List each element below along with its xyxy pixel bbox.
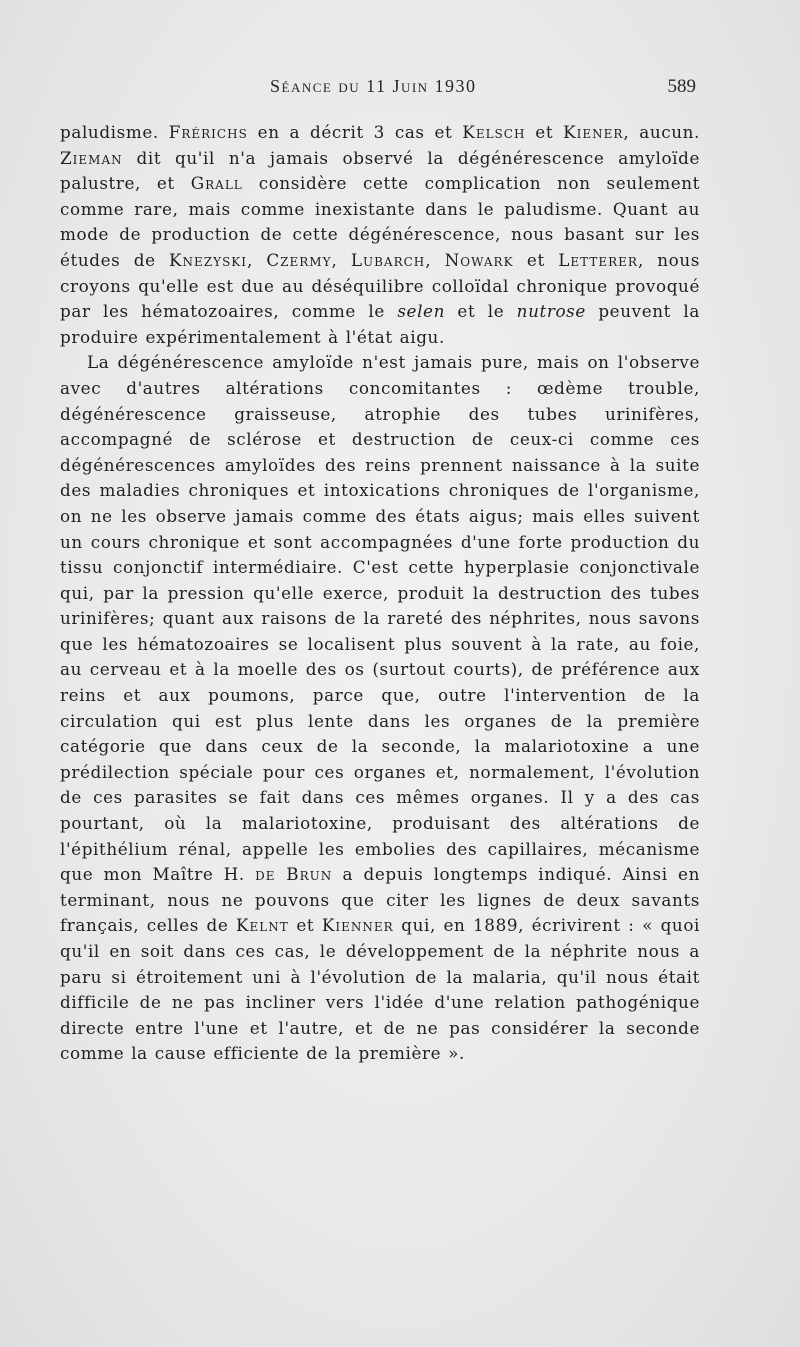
text-segment: et: [288, 915, 322, 936]
text-segment: ,: [247, 249, 267, 270]
paragraph-2: [60, 350, 700, 1067]
text-segment: en a décrit 3 cas et: [247, 122, 463, 142]
text-segment: , aucun.: [623, 122, 700, 142]
author-name: Kelsch: [462, 122, 526, 142]
text-segment: et: [525, 122, 564, 142]
italic-term: selen: [397, 301, 445, 322]
author-name: Zieman: [60, 147, 123, 168]
running-title: Séance du 11 Juin 1930: [270, 76, 477, 96]
text-segment: et: [513, 249, 559, 270]
text-segment: a depuis longtemps indiqué. Ainsi en terminant, nous ne pouvons que citer les lignes de deux savants français, celles de: [60, 864, 700, 936]
author-name: Nowark: [444, 249, 514, 270]
author-name: Lubarch: [350, 249, 426, 270]
text-segment: La dégénérescence amyloïde n'est jamais pure, mais on l'observe avec d'autres altérations concomitantes : œdème trouble, dégénérescence graisseuse, atrophie des tubes urinifères, accompagné de sclérose et destruction de ceux-ci comme ces dégénérescences amyloïdes des reins prennent naissance à la suite des maladies chroniques et intoxications chroniques de l'organisme, on ne les observe jamais comme des états aigus; mais elles suivent un cours chronique et sont accompagnées d'une forte production du tissu conjonctif intermédiaire. C'est cette hyperplasie conjonctivale qui, par la pression qu'elle exerce, produit la destruction des tubes urinifères; quant aux raisons de la rareté des néphrites, nous savons que les hématozoaires se localisent plus souvent à la rate, au foie, au cerveau et à la moelle des os (surtout courts), de préférence aux reins et aux poumons, parce que, outre l'intervention de la circulation qui est plus lente dans les organes de la première catégorie que dans ceux de la seconde, la malariotoxine a une prédilection spéciale pour ces organes et, normalement, l'évolution de ces parasites se fait dans ces mêmes organes. Il y a des cas pourtant, où la malariotoxine, produisant des altérations de l'épithélium rénal, appelle les embolies des capillaires, mécanisme que mon Maître H.: [60, 352, 700, 885]
text-segment: et le: [444, 301, 517, 322]
page-header: [0, 76, 800, 104]
text-segment: paludisme.: [60, 122, 169, 142]
text-segment: ,: [331, 249, 351, 270]
author-name: Knezyski: [169, 249, 247, 270]
text-segment: ,: [425, 249, 445, 270]
text-segment: dit qu'il n'a jamais observé la dégénérescence amyloïde palustre, et: [60, 147, 700, 194]
author-name: Kienner: [321, 915, 394, 936]
body-text: [60, 120, 700, 1067]
text-segment: , nous croyons qu'elle est due au déséquilibre colloïdal chronique provoqué par les hématozoaires, comme le: [60, 249, 700, 322]
author-name: Grall: [190, 173, 243, 194]
italic-term: nutrose: [516, 301, 586, 322]
page-number: 589: [667, 76, 696, 97]
text-segment: peuvent la produire expérimentalement à l'état aigu.: [60, 301, 700, 347]
text-segment: considère cette complication non seulement comme rare, mais comme inexistante dans le paludisme. Quant au mode de production de cette dégénérescence, nous basant sur les études de: [60, 173, 700, 270]
author-name: Kelnt: [236, 915, 289, 936]
text-segment: qui, en 1889, écrivirent : « quoi qu'il en soit dans ces cas, le développement de la néphrite nous a paru si étroitement uni à l'évolution de la malaria, qu'il nous était difficile de ne pas incliner vers l'idée d'une relation pathogénique directe entre l'une et l'autre, et de ne pas considérer la seconde comme la cause efficiente de la première ».: [60, 915, 700, 1064]
author-name: Czermy: [266, 249, 332, 270]
author-name: de Brun: [255, 864, 333, 885]
author-name: Frérichs: [168, 122, 248, 142]
author-name: Letterer: [558, 249, 638, 270]
paragraph-1: [60, 120, 700, 350]
author-name: Kiener: [563, 122, 624, 142]
